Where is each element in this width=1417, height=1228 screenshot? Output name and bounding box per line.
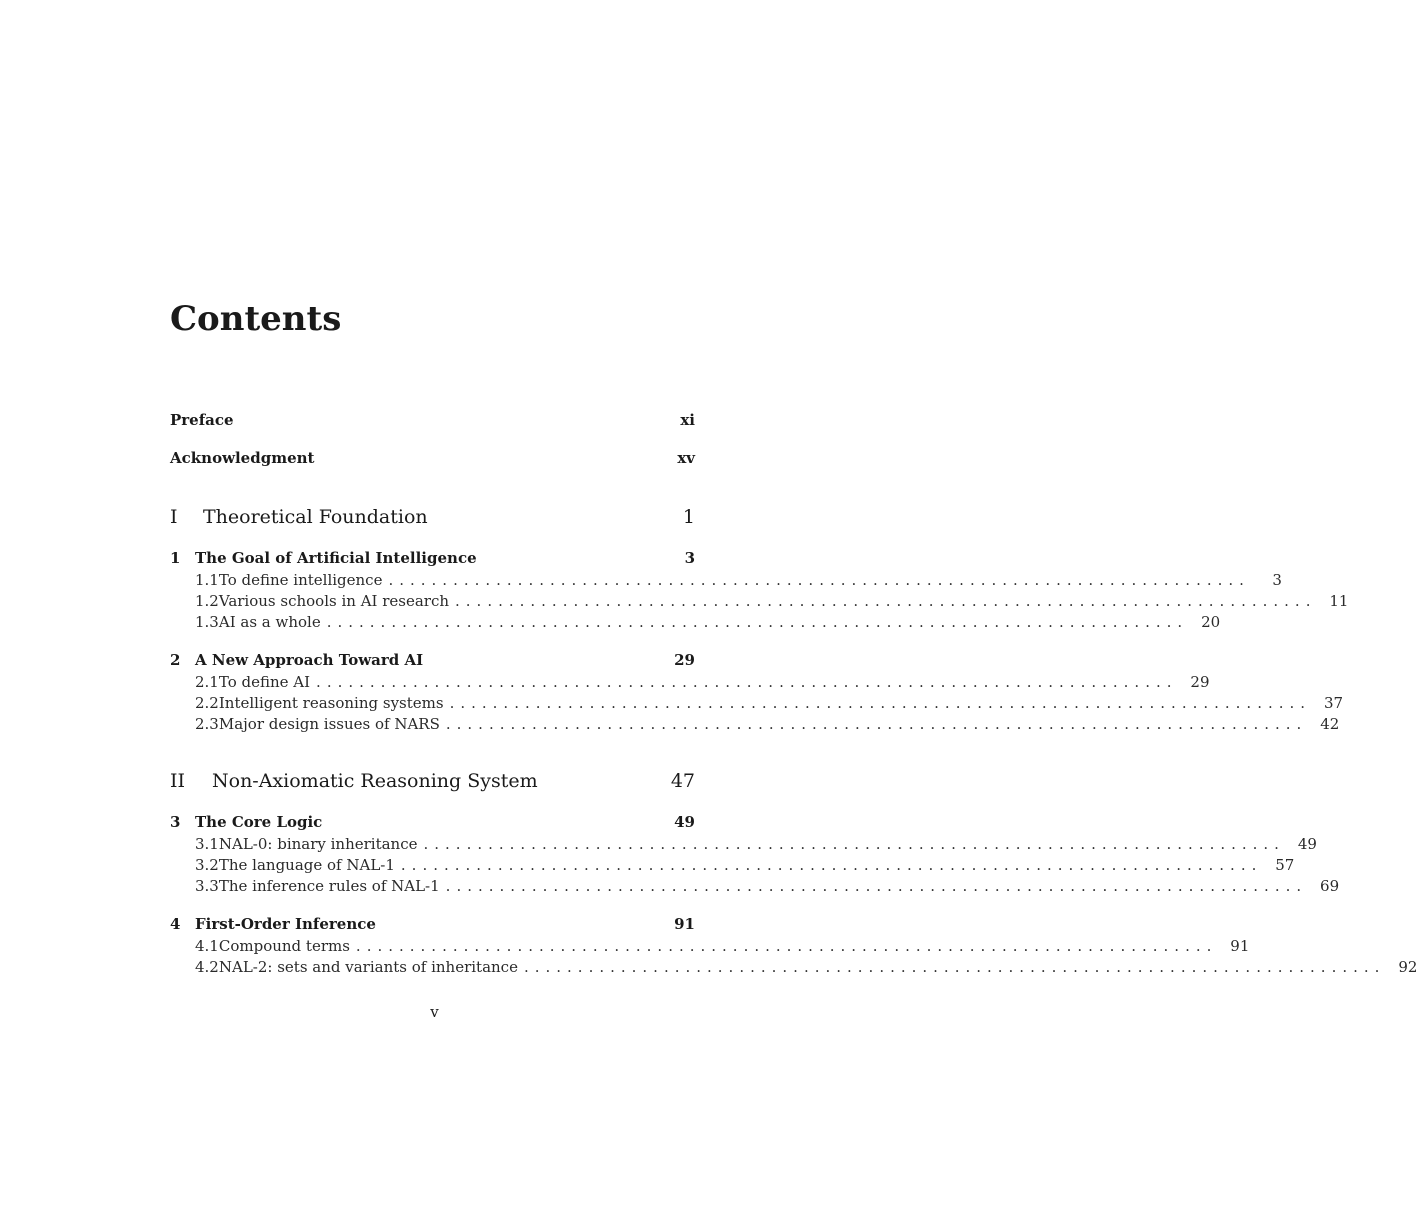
chapter-page: 49 xyxy=(674,813,695,831)
section-number: 4.1 xyxy=(195,937,219,955)
section-page: 37 xyxy=(1323,694,1344,712)
toc-chapter-3[interactable] xyxy=(170,813,695,835)
part-title: Theoretical Foundation xyxy=(203,506,428,528)
leader-dots: ................................................................................ xyxy=(388,571,1250,589)
leader-dots: ................................................................................ xyxy=(523,958,1386,976)
section-title: Major design issues of NARS xyxy=(218,715,440,733)
toc-section-4-2[interactable] xyxy=(195,958,1417,979)
chapter-number: 2 xyxy=(170,651,181,669)
section-title: The language of NAL-1 xyxy=(218,856,395,874)
section-number: 2.1 xyxy=(195,673,219,691)
section-title: AI as a whole xyxy=(218,613,321,631)
section-page: 57 xyxy=(1275,856,1295,874)
section-title: Various schools in AI research xyxy=(218,592,450,610)
entry-title: Acknowledgment xyxy=(170,449,315,467)
chapter-title: First-Order Inference xyxy=(195,915,376,933)
section-title: Compound terms xyxy=(218,937,350,955)
page-number: v xyxy=(430,1003,439,1021)
section-page: 3 xyxy=(1272,571,1282,589)
leader-dots: ................................................................................ xyxy=(423,835,1285,853)
chapter-page: 91 xyxy=(674,915,695,933)
section-page: 91 xyxy=(1230,937,1250,955)
section-page: 29 xyxy=(1190,673,1210,691)
page-title: Contents xyxy=(170,299,342,339)
toc-section-3-1[interactable] xyxy=(195,835,1317,856)
part-page: 47 xyxy=(670,770,695,792)
section-number: 3.1 xyxy=(195,835,219,853)
section-page: 92 xyxy=(1398,958,1417,976)
chapter-page: 3 xyxy=(684,549,695,567)
toc-section-2-3[interactable] xyxy=(195,715,1340,736)
chapter-number: 1 xyxy=(170,549,181,567)
leader-dots: ................................................................................ xyxy=(326,613,1189,631)
part-page: 1 xyxy=(682,506,695,528)
section-page: 42 xyxy=(1320,715,1340,733)
toc-section-2-1[interactable] xyxy=(195,673,1210,694)
chapter-number: 3 xyxy=(170,813,181,831)
chapter-title: The Core Logic xyxy=(195,813,323,831)
toc-section-2-2[interactable] xyxy=(195,694,1344,715)
toc-entry-preface[interactable] xyxy=(170,411,695,433)
section-number: 1.3 xyxy=(195,613,219,631)
toc-section-1-1[interactable] xyxy=(195,571,1282,592)
section-title: Intelligent reasoning systems xyxy=(218,694,444,712)
toc-section-4-1[interactable] xyxy=(195,937,1250,958)
entry-page: xv xyxy=(677,449,695,467)
section-title: NAL-2: sets and variants of inheritance xyxy=(218,958,518,976)
section-number: 3.3 xyxy=(195,877,219,895)
section-number: 3.2 xyxy=(195,856,219,874)
toc-part-2[interactable] xyxy=(170,770,695,796)
leader-dots: ................................................................................ xyxy=(355,937,1218,955)
toc-entry-acknowledgment[interactable] xyxy=(170,449,695,471)
toc-section-3-3[interactable] xyxy=(195,877,1340,898)
chapter-title: The Goal of Artificial Intelligence xyxy=(195,549,477,567)
entry-page: xi xyxy=(680,411,695,429)
section-page: 20 xyxy=(1201,613,1221,631)
chapter-number: 4 xyxy=(170,915,181,933)
toc-chapter-1[interactable] xyxy=(170,549,695,571)
section-title: To define AI xyxy=(218,673,311,691)
toc-part-1[interactable] xyxy=(170,506,695,532)
section-number: 2.2 xyxy=(195,694,219,712)
part-number: I xyxy=(170,506,178,528)
leader-dots: ................................................................................ xyxy=(445,715,1308,733)
toc-section-3-2[interactable] xyxy=(195,856,1295,877)
leader-dots: ................................................................................ xyxy=(445,877,1308,895)
toc-chapter-2[interactable] xyxy=(170,651,695,673)
chapter-page: 29 xyxy=(674,651,695,669)
section-page: 69 xyxy=(1320,877,1340,895)
part-number: II xyxy=(170,770,186,792)
section-title: To define intelligence xyxy=(218,571,383,589)
toc-section-1-3[interactable] xyxy=(195,613,1221,634)
section-number: 4.2 xyxy=(195,958,219,976)
toc-chapter-4[interactable] xyxy=(170,915,695,937)
section-page: 49 xyxy=(1297,835,1317,853)
toc-section-1-2[interactable] xyxy=(195,592,1349,613)
leader-dots: ................................................................................ xyxy=(455,592,1317,610)
leader-dots: ................................................................................ xyxy=(316,673,1178,691)
section-page: 11 xyxy=(1329,592,1349,610)
leader-dots: ................................................................................ xyxy=(449,694,1312,712)
section-title: NAL-0: binary inheritance xyxy=(218,835,418,853)
section-number: 2.3 xyxy=(195,715,219,733)
part-title: Non-Axiomatic Reasoning System xyxy=(212,770,538,792)
section-number: 1.2 xyxy=(195,592,219,610)
section-number: 1.1 xyxy=(195,571,219,589)
chapter-title: A New Approach Toward AI xyxy=(195,651,424,669)
leader-dots: ................................................................................ xyxy=(400,856,1263,874)
section-title: The inference rules of NAL-1 xyxy=(218,877,440,895)
entry-title: Preface xyxy=(170,411,234,429)
